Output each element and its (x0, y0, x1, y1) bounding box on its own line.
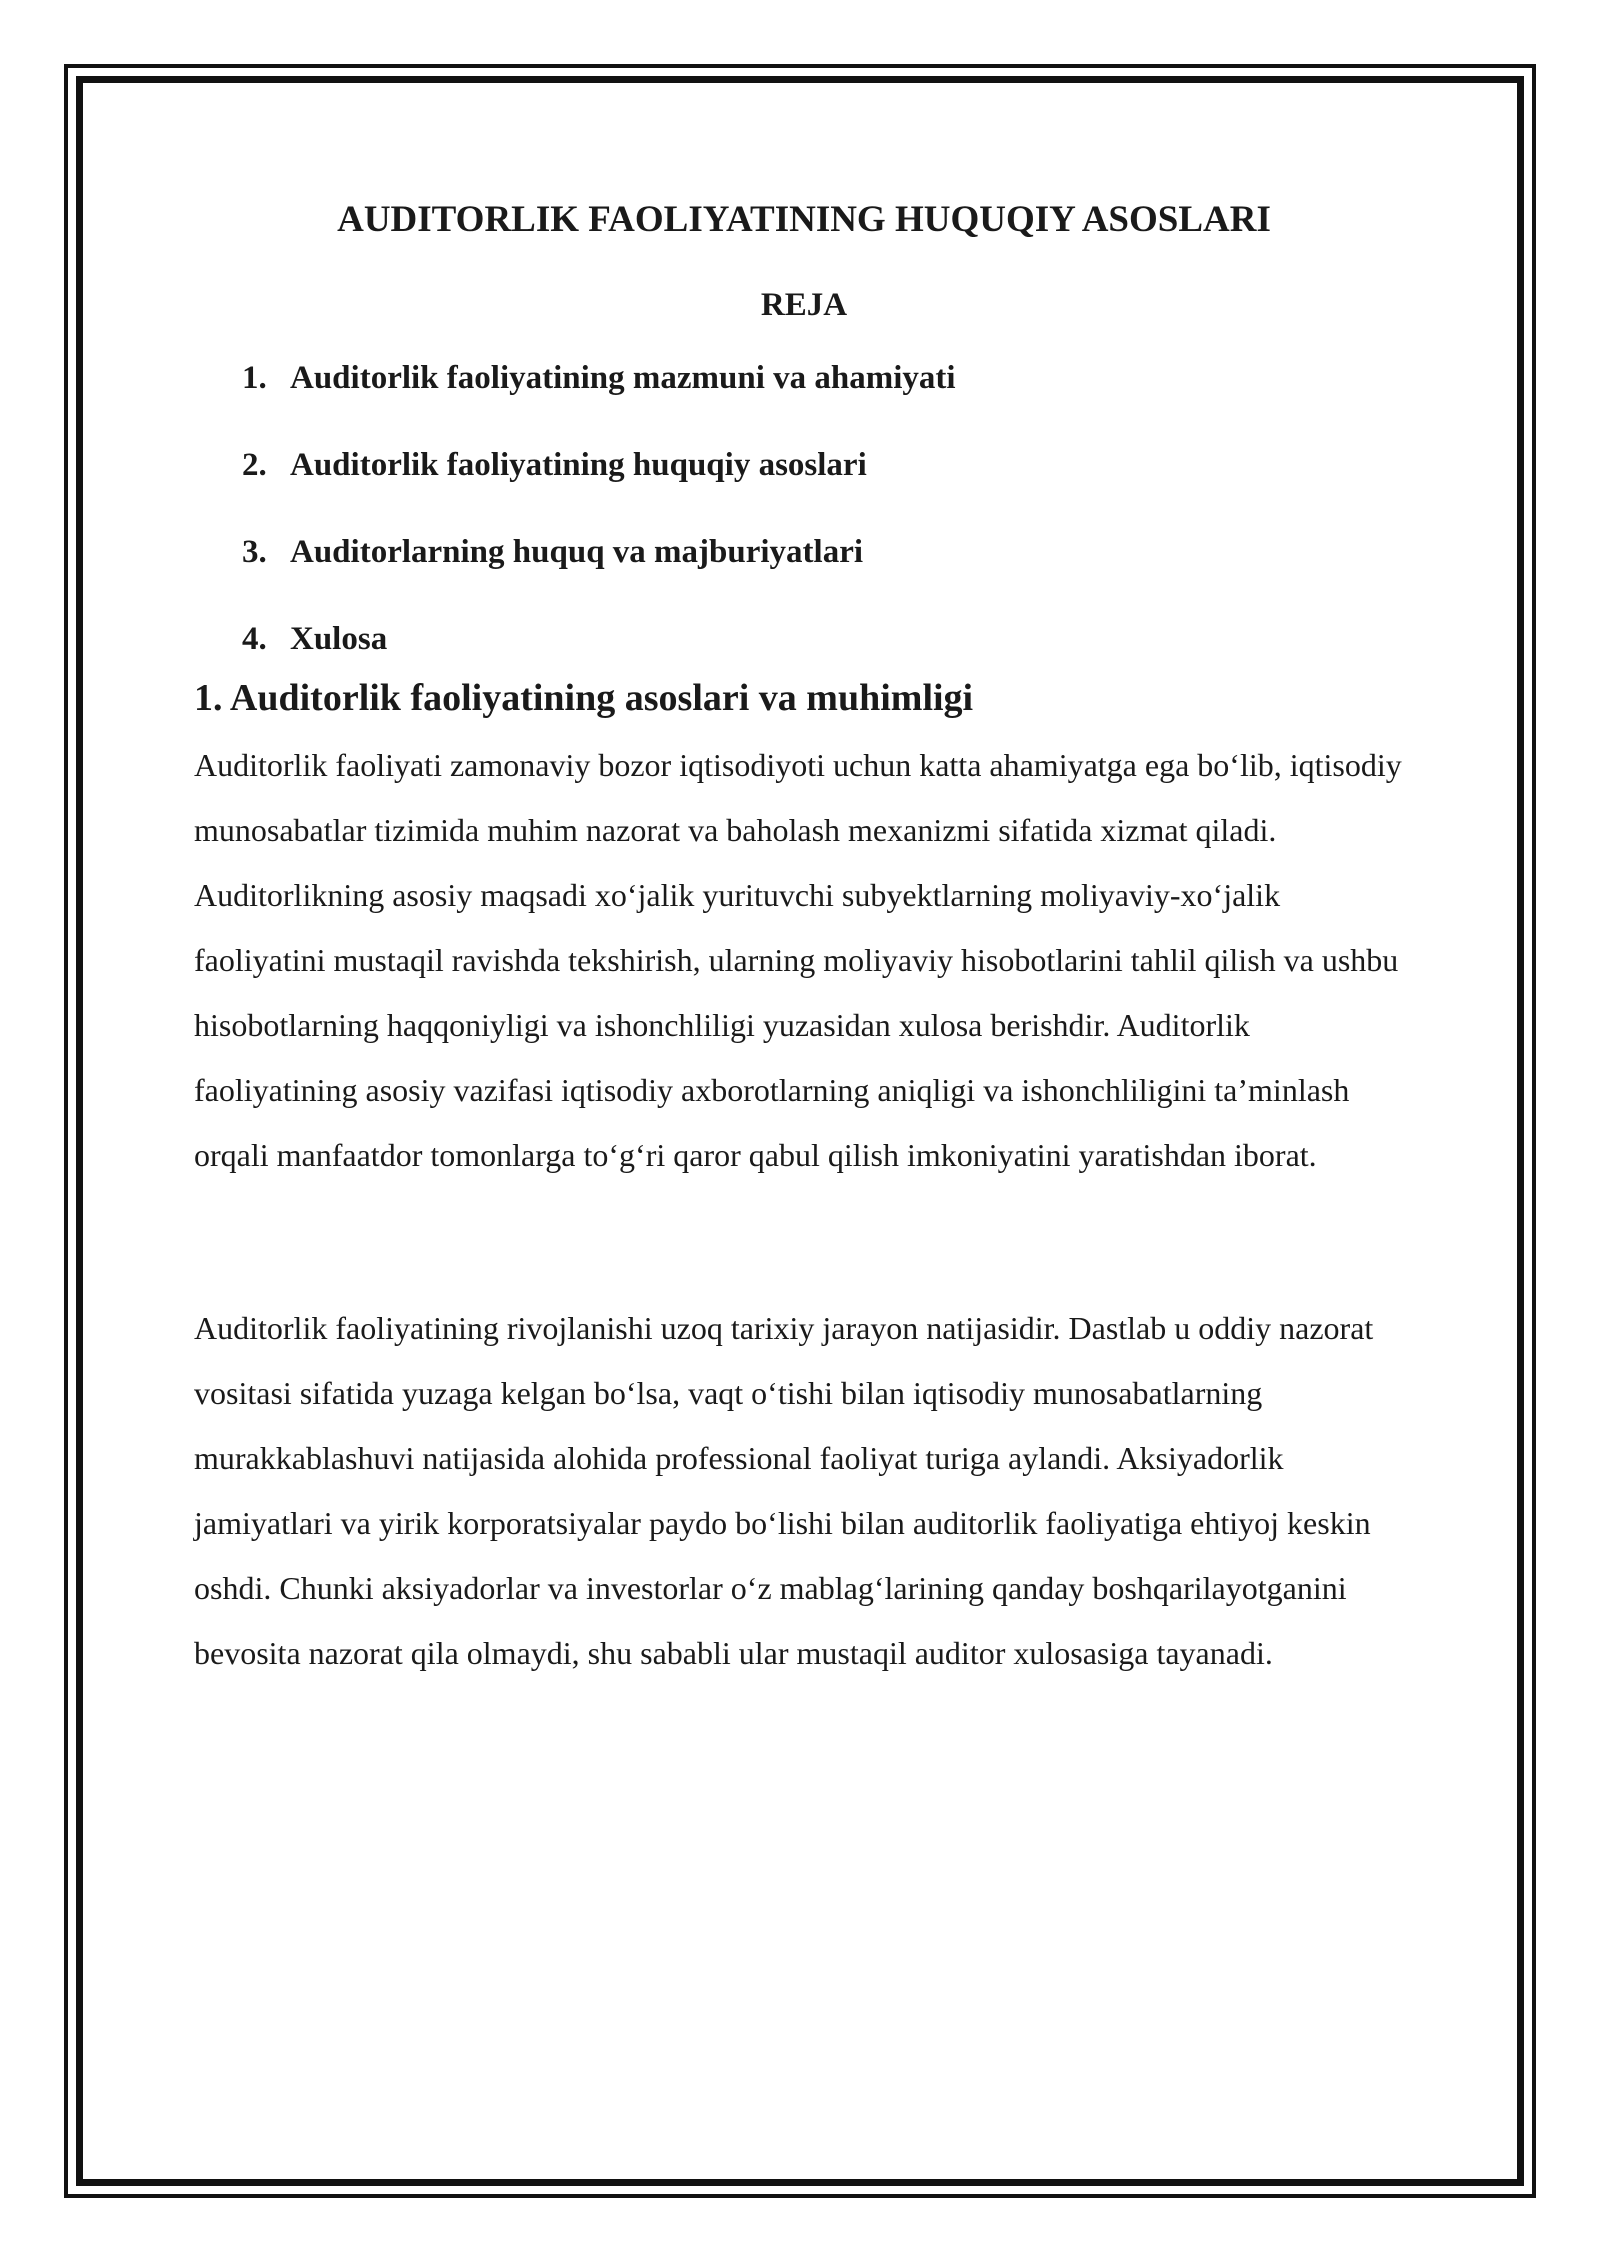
plan-item-text: Auditorlik faoliyatining mazmuni va ahamiyati (290, 360, 956, 396)
plan-heading: REJA (760, 287, 848, 323)
plan-item-number: 2. (242, 447, 267, 483)
plan-item (242, 445, 1414, 485)
plan-item (242, 358, 1414, 398)
plan-item-number: 1. (242, 360, 267, 396)
plan-item-text: Xulosa (290, 621, 388, 657)
document-body (194, 190, 1414, 1671)
document-title: AUDITORLIK FAOLIYATINING HUQUQIY ASOSLARI (337, 199, 1271, 240)
plan-item-number: 4. (242, 621, 267, 657)
plan-item-text: Auditorlarning huquq va majburiyatlari (290, 534, 864, 570)
plan-item-number: 3. (242, 534, 267, 570)
plan-item (242, 619, 1414, 659)
plan-item-text: Auditorlik faoliyatining huquqiy asoslari (290, 447, 867, 483)
plan-list (194, 358, 1414, 659)
plan-item (242, 532, 1414, 572)
section-heading: 1. Auditorlik faoliyatining asoslari va muhimligi (194, 677, 974, 719)
body-paragraph: Auditorlik faoliyati zamonaviy bozor iqtisodiyoti uchun katta ahamiyatga ega bo‘lib, iqtisodiy munosabatlar tizimida muhim nazorat va baholash mexanizmi sifatida xizmat qiladi. Auditorlikning asosiy maqsadi xo‘jalik yurituvchi subyektlarning moliyaviy-xo‘jalik faoliyatini mustaqil ravishda tekshirish, ularning moliyaviy hisobotlarini tahlil qilish va ushbu hisobotlarning haqqoniyligi va ishonchliligi yuzasidan xulosa berishdir. Auditorlik faoliyatining asosiy vazifasi iqtisodiy axborotlarning aniqligi va ishonchliligini ta’minlash orqali manfaatdor tomonlarga to‘g‘ri qaror qabul qilish imkoniyatini yaratishdan iborat. (194, 747, 1402, 1173)
body-paragraph: Auditorlik faoliyatining rivojlanishi uzoq tarixiy jarayon natijasidir. Dastlab u oddiy nazorat vositasi sifatida yuzaga kelgan bo‘lsa, vaqt o‘tishi bilan iqtisodiy munosabatlarning murakkablashuvi natijasida alohida professional faoliyat turiga aylandi. Aksiyadorlik jamiyatlari va yirik korporatsiyalar paydo bo‘lishi bilan auditorlik faoliyatiga ehtiyoj keskin oshdi. Chunki aksiyadorlar va investorlar o‘z mablag‘larining qanday boshqarilayotganini bevosita nazorat qila olmaydi, shu sababli ular mustaqil auditor xulosasiga tayanadi. (194, 1310, 1374, 1671)
